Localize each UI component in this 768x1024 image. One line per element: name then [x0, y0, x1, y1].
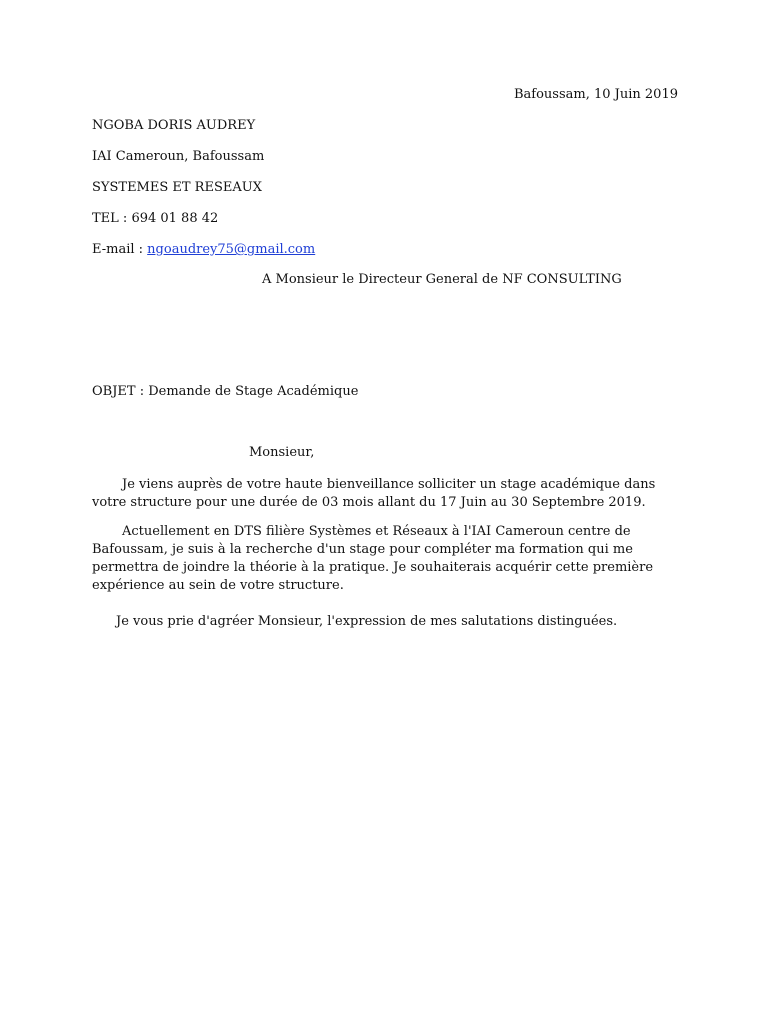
body-paragraph-1: Je viens auprès de votre haute bienveillance solliciter un stage académique dans votre structure pour une durée de 03 mois allant du 17 Juin au 30 Septembre 2019. — [92, 477, 656, 510]
closing-paragraph: Je vous prie d'agréer Monsieur, l'expression de mes salutations distinguées. — [116, 614, 618, 629]
body-paragraph-2: Actuellement en DTS filière Systèmes et Réseaux à l'IAI Cameroun centre de Bafoussam, je suis à la recherche d'un stage pour compléter ma formation qui me permettra de joindre la théorie à la pratique. Je souhaiterais acquérir cette première expérience au sein de votre structure. — [92, 524, 654, 593]
sender-department: SYSTEMES ET RESEAUX — [92, 180, 262, 195]
sender-email-line — [92, 241, 315, 259]
recipient: A Monsieur le Directeur General de NF CONSULTING — [262, 272, 622, 287]
sender-name: NGOBA DORIS AUDREY — [92, 118, 256, 133]
sender-institution: IAI Cameroun, Bafoussam — [92, 149, 265, 164]
email-label: E-mail : — [92, 242, 148, 257]
sender-phone: TEL : 694 01 88 42 — [92, 211, 219, 226]
place-date: Bafoussam, 10 Juin 2019 — [513, 87, 678, 102]
email-link[interactable]: ngoaudrey75@gmail.com — [147, 242, 316, 257]
letter-object: OBJET : Demande de Stage Académique — [92, 384, 359, 399]
salutation: Monsieur, — [249, 445, 315, 460]
